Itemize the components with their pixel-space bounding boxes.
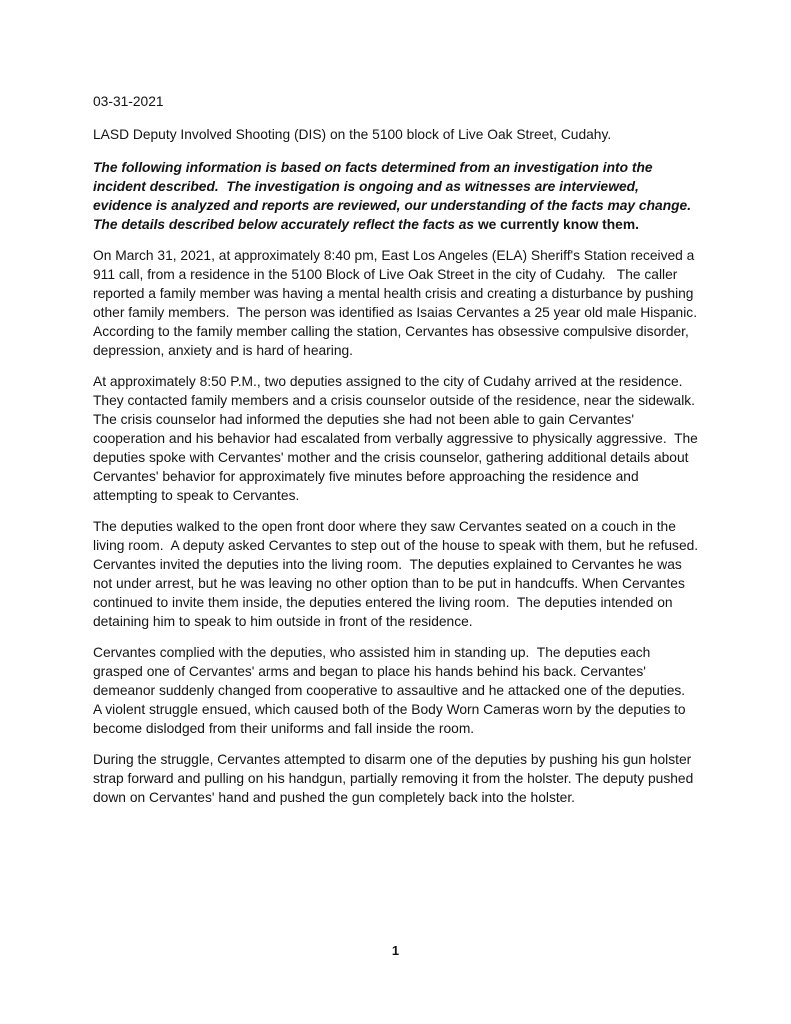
body-paragraph-4: Cervantes complied with the deputies, who assisted him in standing up. The deputies each grasped one of Cervantes' arms and began to place his hands behind his back. Cervantes' demeanor suddenly changed from cooperative to assaultive and he attacked one of the deputies. A violent struggle ensued, which caused both of the Body Worn Cameras worn by the deputies to become dislodged from their uniforms and fall inside the room. xyxy=(93,645,693,736)
body-paragraph-3: The deputies walked to the open front door where they saw Cervantes seated on a couch in the living room. A deputy asked Cervantes to step out of the house to speak with them, but he refused. Cervantes invited the deputies into the living room. The deputies explained to Cervantes he was not under arrest, but he was leaving no other option than to be put in handcuffs. When Cervantes continued to invite them inside, the deputies entered the living room. The deputies intended on detaining him to speak to him outside in front of the residence. xyxy=(93,519,706,629)
document-date: 03-31-2021 xyxy=(93,94,164,109)
body-paragraph-1: On March 31, 2021, at approximately 8:40 pm, East Los Angeles (ELA) Sheriff's Station received a 911 call, from a residence in the 5100 Block of Live Oak Street in the city of Cudahy. The caller reported a family member was having a mental health crisis and creating a disturbance by pushing other family members. The person was identified as Isaias Cervantes a 25 year old male Hispanic. According to the family member calling the station, Cervantes has obsessive compulsive disorder, depression, anxiety and is hard of hearing. xyxy=(93,248,704,358)
page-number: 1 xyxy=(391,943,400,958)
body-paragraph-5: During the struggle, Cervantes attempted to disarm one of the deputies by pushing his gun holster strap forward and pulling on his handgun, partially removing it from the holster. The deputy pushed down on Cervantes' hand and pushed the gun completely back into the holster. xyxy=(93,752,698,805)
body-paragraph-2: At approximately 8:50 P.M., two deputies assigned to the city of Cudahy arrived at the residence. They contacted family members and a crisis counselor outside of the residence, near the sidewalk. The crisis counselor had informed the deputies she had not been able to gain Cervantes' cooperation and his behavior had escalated from verbally aggressive to physically aggressive. The deputies spoke with Cervantes' mother and the crisis counselor, gathering additional details about Cervantes' behavior for approximately five minutes before approaching the residence and attempting to speak to Cervantes. xyxy=(93,374,702,503)
document-title: LASD Deputy Involved Shooting (DIS) on the 5100 block of Live Oak Street, Cudahy. xyxy=(93,127,612,142)
disclaimer-upright-text: we currently know them. xyxy=(477,217,639,232)
disclaimer-paragraph xyxy=(93,158,699,234)
disclaimer-italic-text: The following information is based on facts determined from an investigation into the incident described. The investigation is ongoing and as witnesses are interviewed, evidence is analyzed and reports are reviewed, our understanding of the facts may change. The details described below accurately reflect the facts as xyxy=(93,160,699,232)
